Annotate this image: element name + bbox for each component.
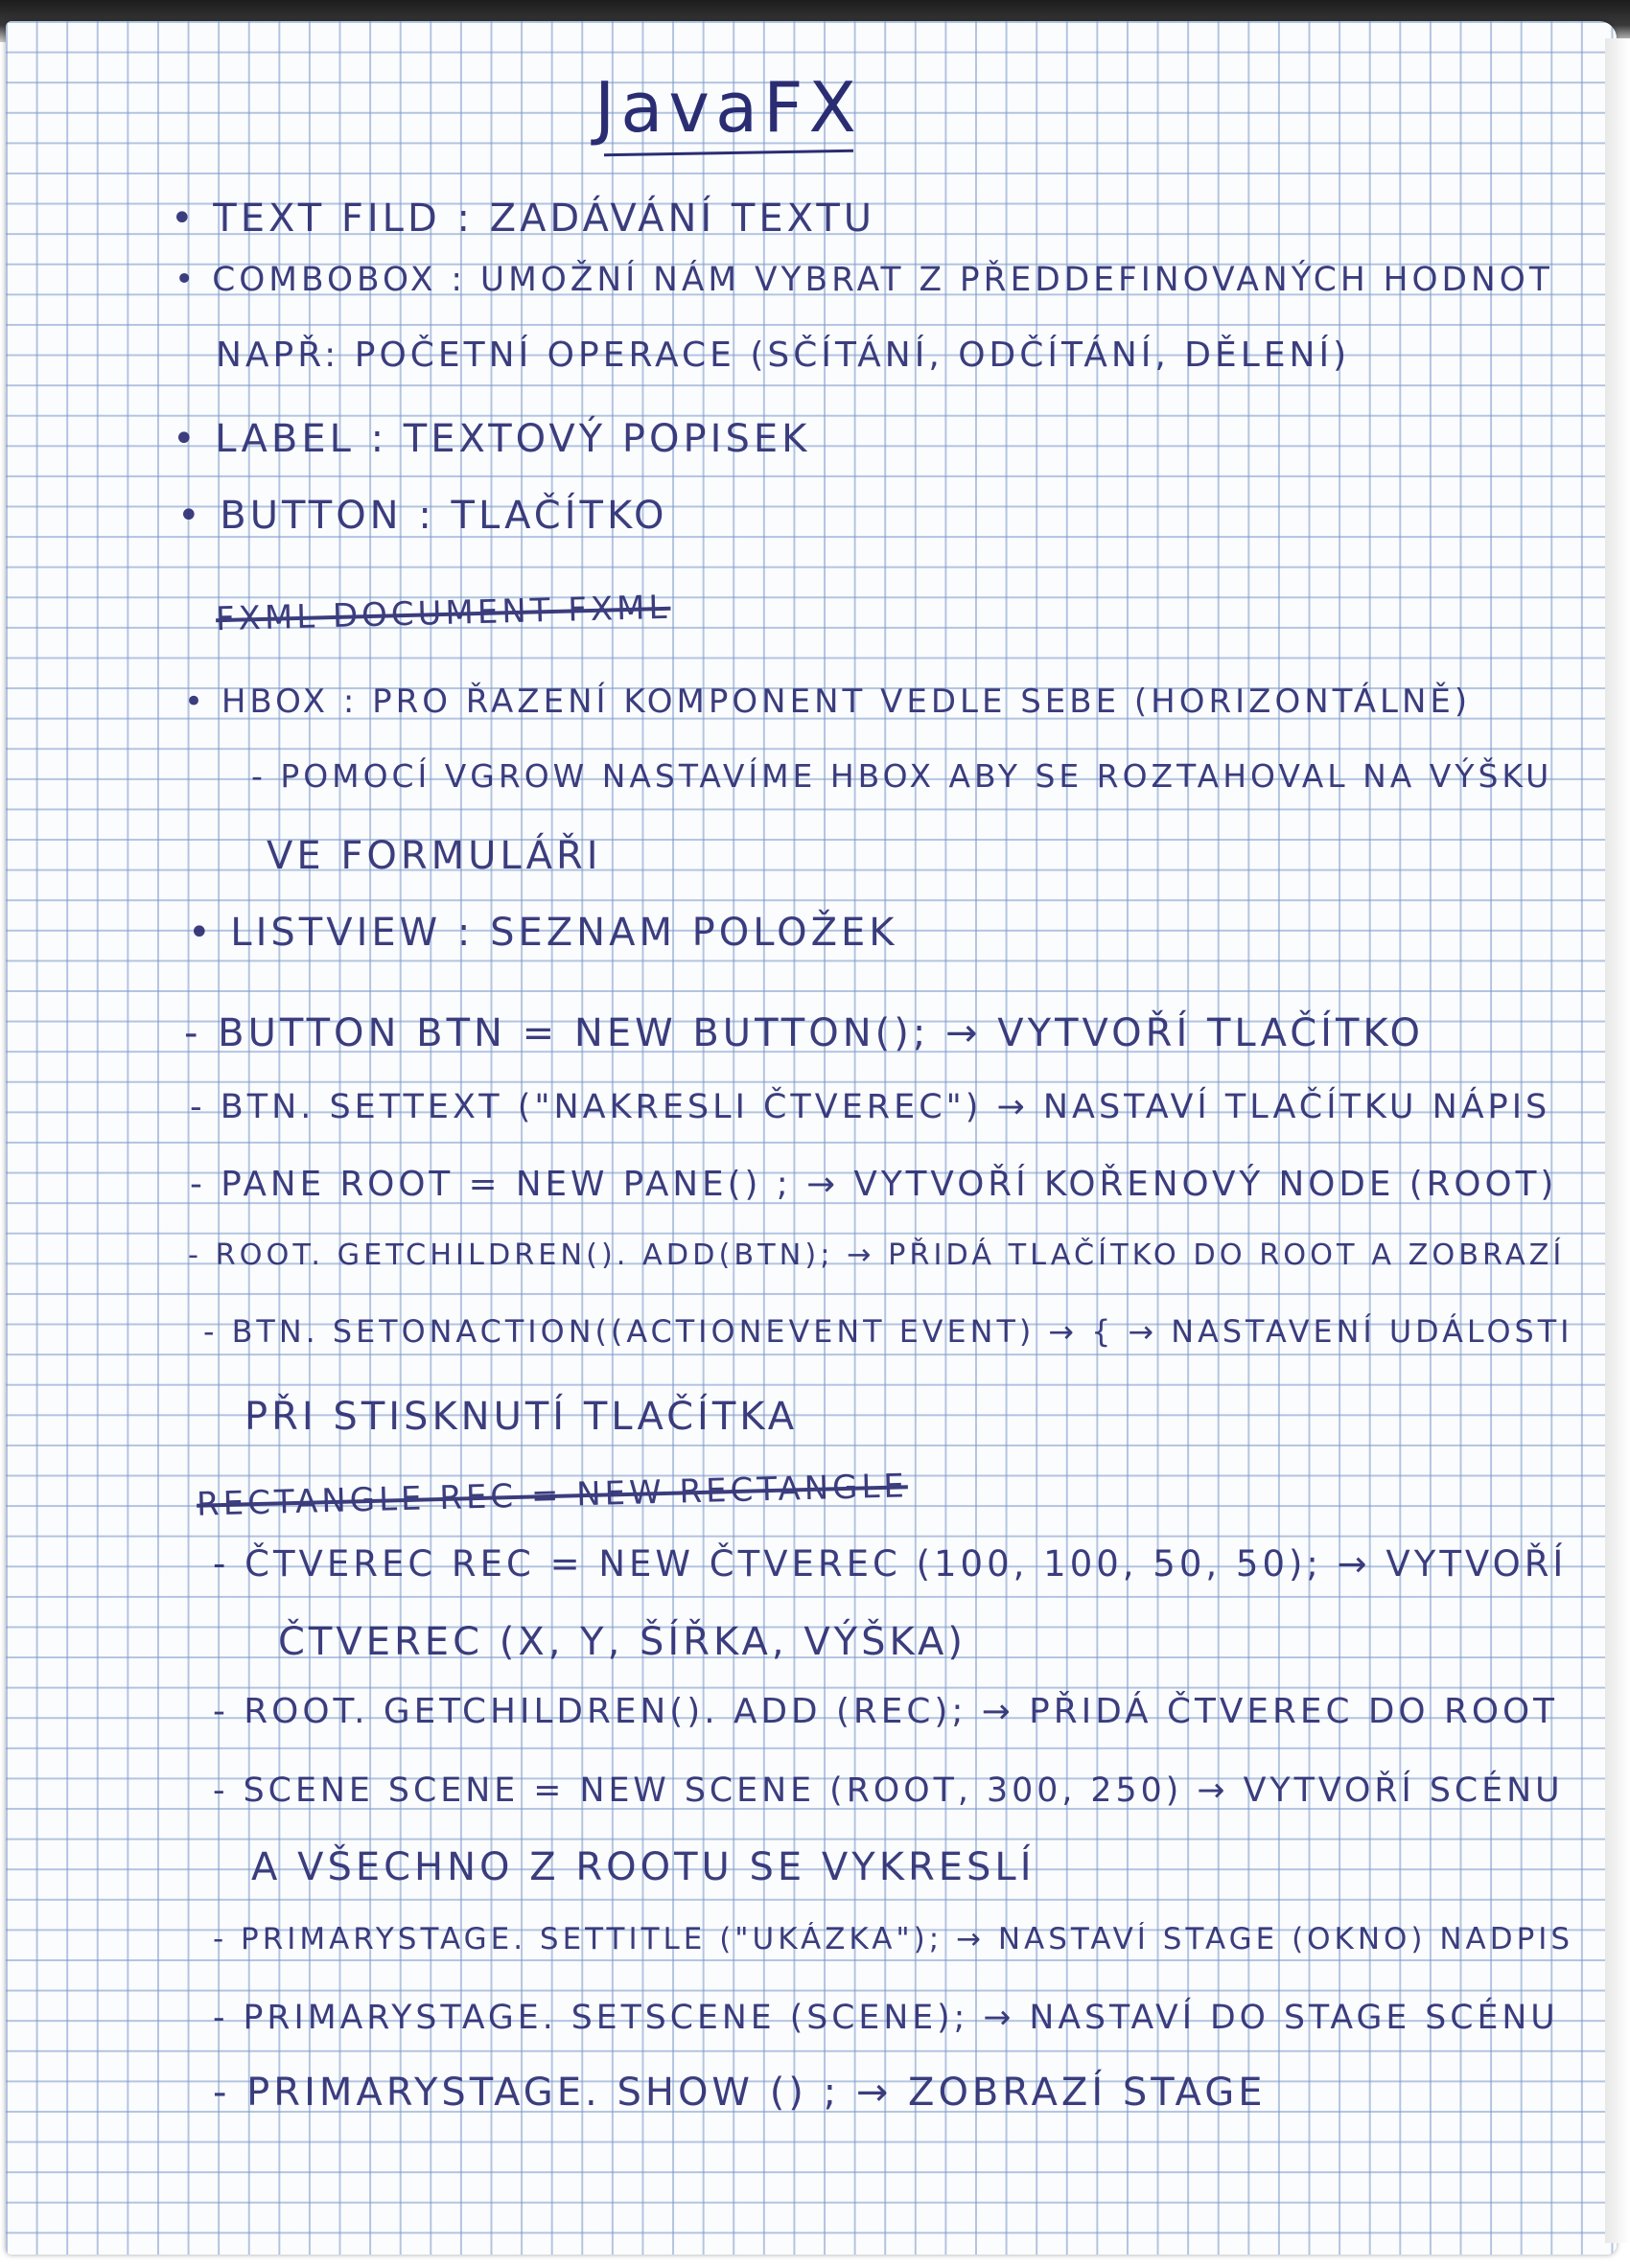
- page-title: JavaFX: [594, 67, 862, 148]
- note-line: • LABEL : TEXTOVÝ POPISEK: [173, 417, 811, 461]
- note-line: - SCENE SCENE = NEW SCENE (ROOT, 300, 250) → VYTVOŘÍ SCÉNU: [213, 1771, 1564, 1810]
- note-line: • BUTTON : TLAČÍTKO: [177, 494, 668, 538]
- note-line: - BTN. SETTEXT ("NAKRESLI ČTVEREC") → NASTAVÍ TLAČÍTKU NÁPIS: [190, 1088, 1551, 1126]
- note-line: - ROOT. GETCHILDREN(). ADD (REC); → PŘIDÁ ČTVEREC DO ROOT: [213, 1692, 1559, 1731]
- note-line: • COMBOBOX : UMOŽNÍ NÁM VYBRAT Z PŘEDDEFINOVANÝCH HODNOT: [175, 261, 1553, 299]
- paper-edge: [1605, 38, 1630, 2243]
- note-line: - BUTTON BTN = NEW BUTTON(); → VYTVOŘÍ TLAČÍTKO: [184, 1011, 1424, 1055]
- note-line: - POMOCÍ VGROW NASTAVÍME HBOX ABY SE ROZTAHOVAL NA VÝŠKU: [251, 757, 1553, 795]
- note-line: • LISTVIEW : SEZNAM POLOŽEK: [188, 911, 898, 955]
- struck-out-line: FXML DOCUMENT FXML: [215, 588, 671, 639]
- note-line: ČTVEREC (X, Y, ŠÍŘKA, VÝŠKA): [278, 1620, 966, 1664]
- struck-out-line: RECTANGLE REC = NEW RECTANGLE: [196, 1467, 909, 1524]
- note-line: - ČTVEREC REC = NEW ČTVEREC (100, 100, 50, 50); → VYTVOŘÍ: [213, 1543, 1568, 1585]
- note-line: - PRIMARYSTAGE. SETSCENE (SCENE); → NASTAVÍ DO STAGE SCÉNU: [213, 1999, 1559, 2037]
- note-line: PŘI STISKNUTÍ TLAČÍTKA: [244, 1395, 799, 1439]
- note-line: - PANE ROOT = NEW PANE() ; → VYTVOŘÍ KOŘENOVÝ NODE (ROOT): [190, 1165, 1558, 1204]
- note-line: VE FORMULÁŘI: [267, 834, 602, 878]
- note-line: - BTN. SETONACTION((ACTIONEVENT EVENT) → { → NASTAVENÍ UDÁLOSTI: [203, 1313, 1573, 1350]
- note-line: - PRIMARYSTAGE. SETTITLE ("UKÁZKA"); → NASTAVÍ STAGE (OKNO) NADPIS: [213, 1922, 1574, 1956]
- note-line: A VŠECHNO Z ROOTU SE VYKRESLÍ: [251, 1845, 1036, 1889]
- note-line: NAPŘ: POČETNÍ OPERACE (SČÍTÁNÍ, ODČÍTÁNÍ, DĚLENÍ): [216, 336, 1351, 375]
- note-line: - ROOT. GETCHILDREN(). ADD(BTN); → PŘIDÁ TLAČÍTKO DO ROOT A ZOBRAZÍ: [188, 1238, 1566, 1272]
- note-line: • TEXT FILD : ZADÁVÁNÍ TEXTU: [171, 197, 876, 241]
- note-line: - PRIMARYSTAGE. SHOW () ; → ZOBRAZÍ STAGE: [213, 2071, 1267, 2115]
- note-line: • HBOX : PRO ŘAZENÍ KOMPONENT VEDLE SEBE (HORIZONTÁLNĚ): [184, 683, 1472, 721]
